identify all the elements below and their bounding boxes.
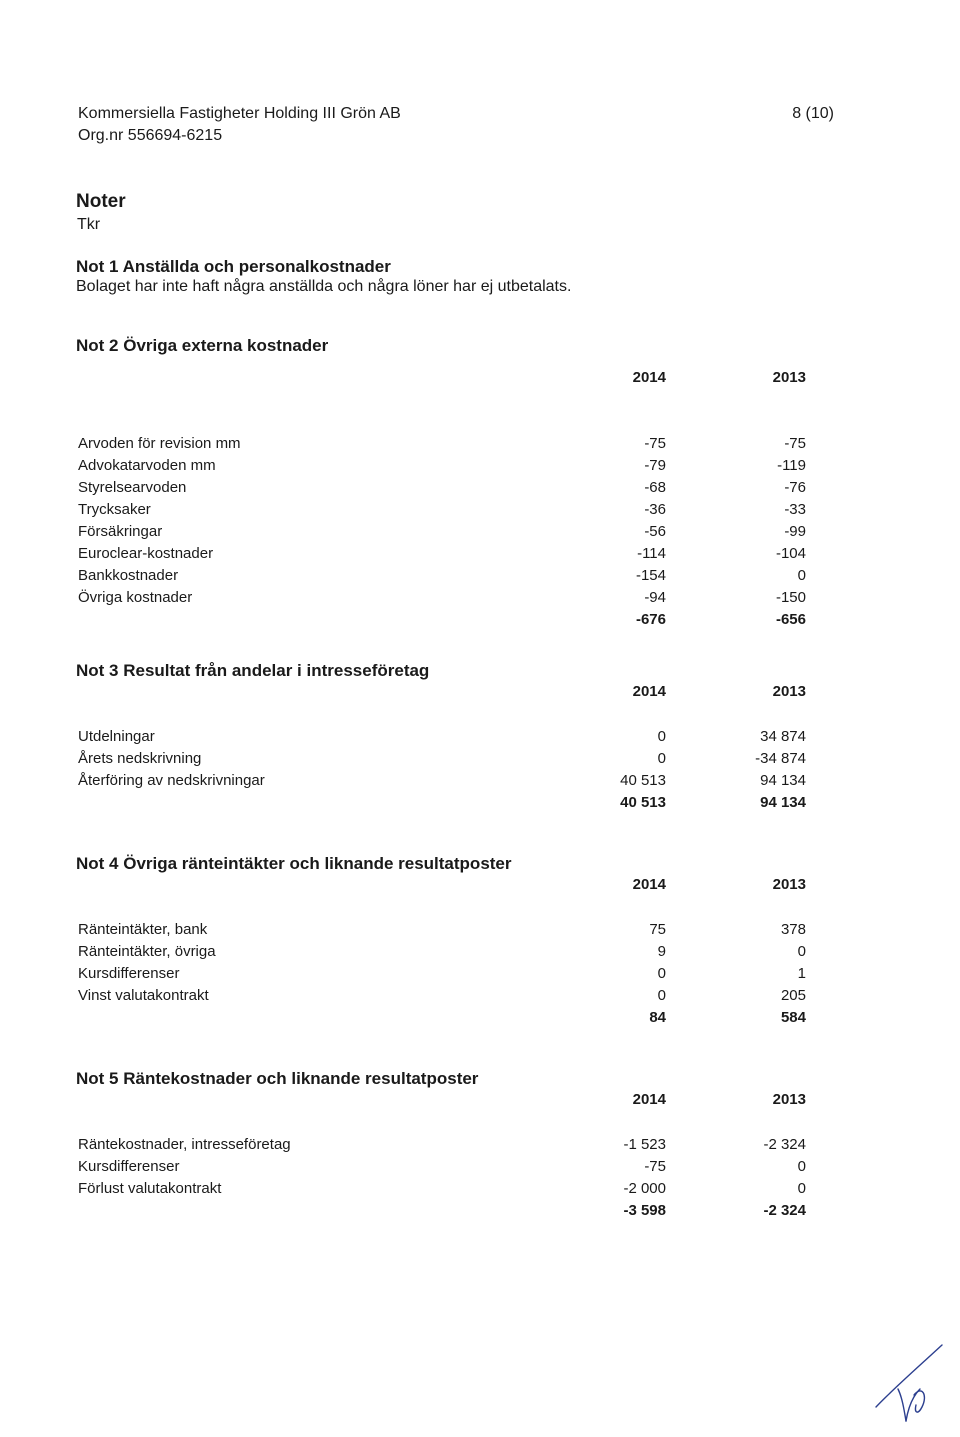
value-2014: -114: [637, 545, 666, 562]
section-title: Noter: [76, 191, 126, 212]
value-2013: -99: [784, 523, 806, 540]
org-number: Org.nr 556694-6215: [78, 127, 223, 144]
table-row: [76, 770, 812, 792]
row-label: Räntekostnader, intresseföretag: [78, 1136, 291, 1153]
table-row: [76, 543, 812, 565]
table-row: [76, 587, 812, 609]
total-2013: 584: [780, 1009, 806, 1026]
page-number: 8 (10): [792, 105, 834, 122]
note-4-title: Not 4 Övriga ränteintäkter och liknande resultatposter: [76, 854, 512, 873]
value-2014: -2 000: [623, 1180, 666, 1197]
table-row: [76, 919, 812, 941]
table-row: [76, 726, 812, 748]
value-2013: -2 324: [763, 1136, 806, 1153]
value-2013: 1: [797, 965, 806, 982]
row-label: Övriga kostnader: [78, 589, 193, 606]
row-label: Trycksaker: [78, 501, 151, 518]
value-2014: -75: [644, 1158, 666, 1175]
note-3-year-header: [76, 683, 812, 705]
note-1-text: Bolaget har inte haft några anställda och några löner har ej utbetalats.: [76, 278, 572, 295]
value-2013: -34 874: [755, 750, 806, 767]
unit-label: Tkr: [77, 216, 101, 233]
value-2013: -119: [777, 457, 806, 474]
value-2013: 34 874: [760, 728, 806, 745]
note-2-title: Not 2 Övriga externa kostnader: [76, 336, 329, 355]
note-4-rows: [76, 919, 812, 1029]
row-label: Styrelsearvoden: [78, 479, 187, 496]
year-2013-header: 2013: [772, 683, 806, 700]
total-row: [76, 792, 812, 814]
table-row: [76, 748, 812, 770]
row-label: Bankkostnader: [78, 567, 179, 584]
row-label: Förlust valutakontrakt: [78, 1180, 222, 1197]
value-2013: -104: [775, 545, 806, 562]
document-header: [78, 103, 401, 147]
value-2013: 0: [797, 1158, 806, 1175]
row-label: Återföring av nedskrivningar: [78, 772, 265, 789]
total-2014: 84: [649, 1009, 666, 1026]
total-row: [76, 1200, 812, 1222]
year-2014-header: 2014: [632, 876, 666, 893]
note-5-rows: [76, 1134, 812, 1222]
table-row: [76, 985, 812, 1007]
note-3-rows: [76, 726, 812, 814]
table-row: [76, 499, 812, 521]
row-label: Kursdifferenser: [78, 965, 180, 982]
table-row: [76, 1178, 812, 1200]
value-2014: -68: [644, 479, 666, 496]
row-label: Euroclear-kostnader: [78, 545, 214, 562]
total-row: [76, 609, 812, 631]
note-5-title: Not 5 Räntekostnader och liknande resultatposter: [76, 1069, 479, 1088]
row-label: Kursdifferenser: [78, 1158, 180, 1175]
row-label: Vinst valutakontrakt: [78, 987, 209, 1004]
value-2014: -79: [644, 457, 666, 474]
note-2: [76, 334, 812, 631]
note-1-title: Not 1 Anställda och personalkostnader: [76, 257, 391, 276]
year-2014-header: 2014: [632, 1091, 666, 1108]
row-label: Arvoden för revision mm: [78, 435, 241, 452]
signature-strokes: [876, 1345, 942, 1421]
note-3-title: Not 3 Resultat från andelar i intresseföretag: [76, 661, 430, 680]
value-2014: 75: [649, 921, 666, 938]
total-2014: -3 598: [623, 1202, 666, 1219]
total-2013: 94 134: [760, 794, 806, 811]
table-row: [76, 1134, 812, 1156]
row-label: Ränteintäkter, övriga: [78, 943, 216, 960]
note-1: [76, 257, 571, 296]
value-2013: 0: [797, 1180, 806, 1197]
note-3: [76, 659, 812, 814]
year-2014-header: 2014: [632, 369, 666, 386]
value-2013: -76: [784, 479, 806, 496]
note-4-year-header: [76, 876, 812, 898]
table-row: [76, 477, 812, 499]
total-row: [76, 1007, 812, 1029]
value-2014: 0: [657, 965, 666, 982]
value-2014: 9: [657, 943, 666, 960]
value-2013: -33: [784, 501, 806, 518]
value-2014: 40 513: [620, 772, 666, 789]
row-label: Advokatarvoden mm: [78, 457, 216, 474]
row-label: Försäkringar: [78, 523, 163, 540]
company-name: Kommersiella Fastigheter Holding III Grön AB: [78, 105, 401, 122]
row-label: Årets nedskrivning: [78, 750, 202, 767]
value-2014: 0: [657, 728, 666, 745]
value-2014: 0: [657, 750, 666, 767]
value-2013: 378: [780, 921, 806, 938]
total-2014: 40 513: [620, 794, 666, 811]
total-2013: -656: [775, 611, 806, 628]
note-4: [76, 852, 812, 1029]
signature-initials: [868, 1337, 948, 1427]
note-5-year-header: [76, 1091, 812, 1113]
value-2014: -56: [644, 523, 666, 540]
year-2013-header: 2013: [772, 1091, 806, 1108]
value-2014: -1 523: [623, 1136, 666, 1153]
table-row: [76, 565, 812, 587]
year-2013-header: 2013: [772, 876, 806, 893]
year-2014-header: 2014: [632, 683, 666, 700]
value-2014: -94: [644, 589, 666, 606]
value-2014: -36: [644, 501, 666, 518]
row-label: Ränteintäkter, bank: [78, 921, 208, 938]
table-row: [76, 433, 812, 455]
note-2-year-header: [76, 369, 812, 391]
table-row: [76, 963, 812, 985]
row-label: Utdelningar: [78, 728, 155, 745]
value-2013: 94 134: [760, 772, 806, 789]
value-2014: -154: [635, 567, 666, 584]
value-2014: -75: [644, 435, 666, 452]
note-5: [76, 1067, 812, 1222]
value-2013: 0: [797, 567, 806, 584]
note-2-rows: [76, 433, 812, 631]
total-2014: -676: [635, 611, 666, 628]
table-row: [76, 455, 812, 477]
year-2013-header: 2013: [772, 369, 806, 386]
table-row: [76, 1156, 812, 1178]
table-row: [76, 941, 812, 963]
value-2013: -75: [784, 435, 806, 452]
value-2014: 0: [657, 987, 666, 1004]
value-2013: 205: [780, 987, 806, 1004]
total-2013: -2 324: [763, 1202, 806, 1219]
table-row: [76, 521, 812, 543]
value-2013: -150: [775, 589, 806, 606]
value-2013: 0: [797, 943, 806, 960]
